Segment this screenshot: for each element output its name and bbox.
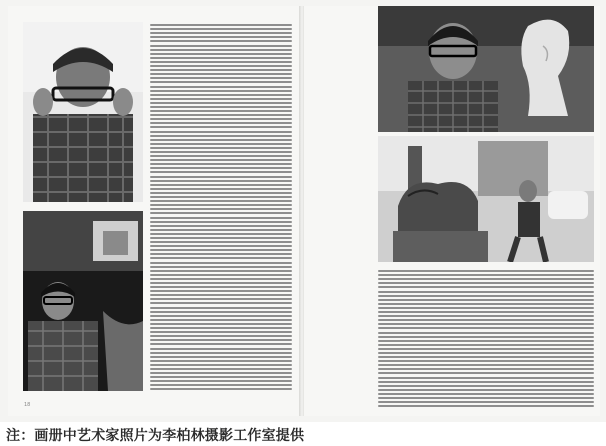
photo-credit-note: 注：画册中艺术家照片为李柏林摄影工作室提供 [6, 428, 305, 444]
left-page-number: 18 [24, 402, 31, 408]
right-page [304, 6, 600, 416]
left-page [8, 6, 300, 416]
artist-portrait-studio [23, 211, 143, 391]
right-text-block [378, 268, 594, 408]
artist-with-stone-lion [378, 136, 594, 262]
artist-portrait-glasses [23, 22, 143, 202]
artist-with-sculpture-head [378, 6, 594, 132]
left-text-column-top [150, 22, 292, 390]
